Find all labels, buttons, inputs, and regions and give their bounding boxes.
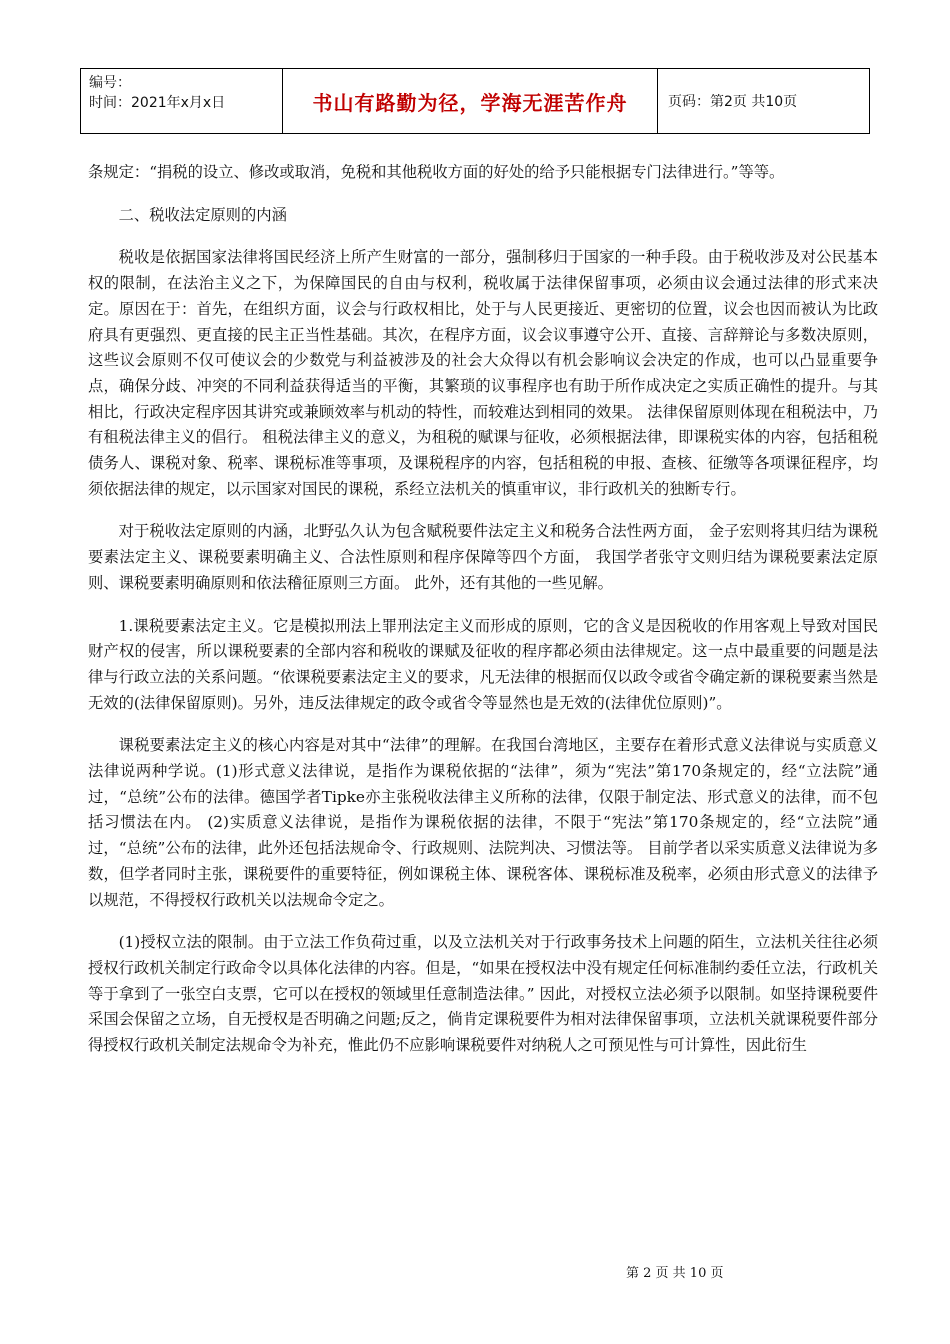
paragraph: 对于税收法定原则的内涵，北野弘久认为包含赋税要件法定主义和税务合法性两方面， 金子宏则将其归结为课税要素法定主义、课税要素明确主义、合法性原则和程序保障等四个方面， 我国学者张守文则归结为课税要素法定原则、课税要素明确原则和依法稽征原则三方面。 此外，还有其他的一些见解。 xyxy=(88,522,878,592)
paragraph: 税收是依据国家法律将国民经济上所产生财富的一部分，强制移归于国家的一种手段。由于税收涉及对公民基本权的限制，在法治主义之下，为保障国民的自由与权利，税收属于法律保留事项，必须由议会通过法律的形式来决定。原因在于：首先，在组织方面，议会与行政权相比，处于与人民更接近、更密切的位置，议会也因而被认为比政府具有更强烈、更直接的民主正当性基础。其次，在程序方面，议会议事遵守公开、直接、言辞辩论与多数决原则，这些议会原则不仅可使议会的少数党与利益被涉及的社会大众得以有机会影响议会决定的作成，也可以凸显重要争点，确保分歧、冲突的不同利益获得适当的平衡，其繁琐的议事程序也有助于所作成决定之实质正确性的提升。与其相比，行政决定程序因其讲究或兼顾效率与机动的特性，而较难达到相同的效果。 法律保留原则体现在租税法中，乃有租税法律主义的倡行。 租税法律主义的意义，为租税的赋课与征收，必须根据法律，即课税实体的内容，包括租税债务人、课税对象、税率、课税标准等事项，及课税程序的内容，包括租税的申报、查核、征缴等各项课征程序，均须依据法律的规定，以示国家对国民的课税，系经立法机关的慎重审议，非行政机关的独断专行。 xyxy=(88,248,878,498)
paragraph: 课税要素法定主义的核心内容是对其中“法律”的理解。在我国台湾地区，主要存在着形式意义法律说与实质意义法律说两种学说。(1)形式意义法律说，是指作为课税依据的“法律”，须为“宪法”第170条规定的，经“立法院”通过，“总统”公布的法律。德国学者Tipke亦主张税收法律主义所称的法律，仅限于制定法、形式意义的法律，而不包括习惯法在内。 (2)实质意义法律说，是指作为课税依据的法律，不限于“宪法”第170条规定的，经“立法院”通过，“总统”公布的法律，此外还包括法规命令、行政规则、法院判决、习惯法等。 目前学者以采实质意义法律说为多数，但学者同时主张，课税要件的重要特征，例如课税主体、课税客体、课税标准及税率，必须由形式意义的法律予以规范，不得授权行政机关以法规命令定之。 xyxy=(88,736,878,909)
document-body xyxy=(88,160,878,1076)
paragraph: 1.课税要素法定主义。它是模拟刑法上罪刑法定主义而形成的原则，它的含义是因税收的作用客观上导致对国民财产权的侵害，所以课税要素的全部内容和税收的课赋及征收的程序都必须由法律规定。这一点中最重要的问题是法律与行政立法的关系问题。“依课税要素法定主义的要求，凡无法律的根据而仅以政令或省令确定新的课税要素当然是无效的(法律保留原则)。另外，违反法律规定的政令或省令等显然也是无效的(法律优位原则)”。 xyxy=(88,616,878,712)
page-header xyxy=(80,68,870,134)
date-label: 时间：2021年x月x日 xyxy=(89,95,226,111)
number-label: 编号： xyxy=(89,75,131,91)
paragraph: (1)授权立法的限制。由于立法工作负荷过重，以及立法机关对于行政事务技术上问题的陌生，立法机关往往必须授权行政机关制定行政命令以具体化法律的内容。但是，“如果在授权法中没有规定任何标准制约委任立法，行政机关等于拿到了一张空白支票，它可以在授权的领域里任意制造法律。” 因此，对授权立法必须予以限制。如坚持课税要件采国会保留之立场，自无授权是否明确之问题;反之，倘肯定课税要件为相对法律保留事项，立法机关就课税要件部分得授权行政机关制定法规命令为补充，惟此仍不应影响课税要件对纳税人之可预见性与可计算性，因此衍生 xyxy=(88,933,878,1055)
header-motto: 书山有路勤为径，学海无涯苦作舟 xyxy=(283,69,658,133)
header-info xyxy=(81,69,283,133)
paragraph: 条规定：“捐税的设立、修改或取消，免税和其他税收方面的好处的给予只能根据专门法律进行。”等等。 xyxy=(88,163,785,181)
section-heading: 二、税收法定原则的内涵 xyxy=(118,205,287,224)
header-page-label: 页码：第2页 共10页 xyxy=(668,94,798,110)
page-footer: 第 2 页 共 10 页 xyxy=(626,1266,724,1281)
